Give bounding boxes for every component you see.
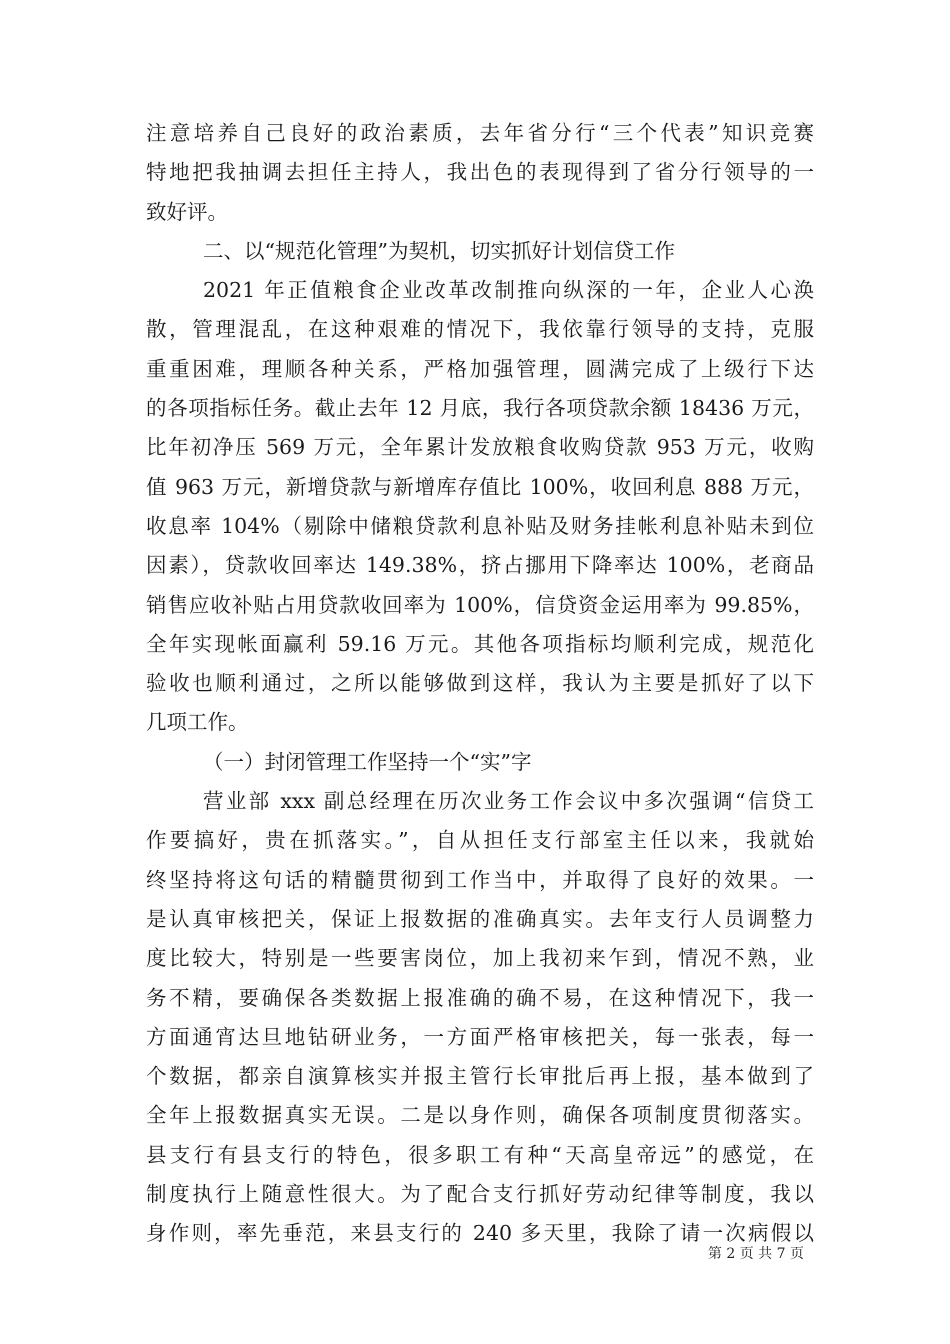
- text-line: 比年初净压 569 万元，全年累计发放粮食收购贷款 953 万元，收购: [146, 435, 814, 460]
- text-line: 收息率 104%（剔除中储粮贷款利息补贴及财务挂帐利息补贴未到位: [146, 513, 814, 538]
- text-line: 二、以“规范化管理”为契机，切实抓好计划信贷工作: [203, 238, 675, 263]
- text-line: 县支行有县支行的特色，很多职工有种“天高皇帝远”的感觉，在: [146, 1142, 814, 1167]
- text-line: 作要搞好，贵在抓落实。”，自从担任支行部室主任以来，我就始: [146, 828, 814, 853]
- text-line: 验收也顺利通过，之所以能够做到这样，我认为主要是抓好了以下: [146, 671, 814, 696]
- text-line: 身作则，率先垂范，来县支行的 240 多天里，我除了请一次病假以: [146, 1221, 814, 1246]
- text-line: 几项工作。: [146, 710, 249, 735]
- text-line: 散，管理混乱，在这种艰难的情况下，我依靠行领导的支持，克服: [146, 317, 814, 342]
- text-line: 营业部 xxx 副总经理在历次业务工作会议中多次强调“信贷工: [203, 789, 814, 814]
- text-line: 全年上报数据真实无误。二是以身作则，确保各项制度贯彻落实。: [146, 1103, 814, 1128]
- text-line: 重重困难，理顺各种关系，严格加强管理，圆满完成了上级行下达: [146, 356, 814, 381]
- text-line: 个数据，都亲自演算核实并报主管行长审批后再上报，基本做到了: [146, 1064, 814, 1089]
- page-number: 第 2 页 共 7 页: [707, 1246, 804, 1262]
- text-line: （一）封闭管理工作坚持一个“实”字: [203, 749, 532, 774]
- text-line: 度比较大，特别是一些要害岗位，加上我初来乍到，情况不熟，业: [146, 946, 814, 971]
- text-line: 致好评。: [146, 199, 228, 224]
- text-line: 终坚持将这句话的精髓贯彻到工作当中，并取得了良好的效果。一: [146, 867, 814, 892]
- text-line: 注意培养自己良好的政治素质，去年省分行“三个代表”知识竞赛: [146, 121, 814, 145]
- text-line: 制度执行上随意性很大。为了配合支行抓好劳动纪律等制度，我以: [146, 1182, 814, 1207]
- text-line: 因素），贷款收回率达 149.38%，挤占挪用下降率达 100%，老商品: [146, 553, 814, 578]
- text-line: 是认真审核把关，保证上报数据的准确真实。去年支行人员调整力: [146, 906, 814, 931]
- document-body: [146, 114, 814, 1254]
- text-line: 全年实现帐面赢利 59.16 万元。其他各项指标均顺利完成，规范化: [146, 631, 814, 656]
- text-line: 务不精，要确保各类数据上报准确的确不易，在这种情况下，我一: [146, 985, 814, 1010]
- text-line: 特地把我抽调去担任主持人，我出色的表现得到了省分行领导的一: [146, 160, 814, 185]
- text-line: 销售应收补贴占用贷款收回率为 100%，信贷资金运用率为 99.85%，: [146, 592, 814, 617]
- text-line: 方面通宵达旦地钻研业务，一方面严格审核把关，每一张表，每一: [146, 1024, 814, 1049]
- text-line: 的各项指标任务。截止去年 12 月底，我行各项贷款余额 18436 万元，: [146, 396, 814, 421]
- text-line: 2021 年正值粮食企业改革改制推向纵深的一年，企业人心涣: [203, 278, 814, 303]
- text-line: 值 963 万元，新增贷款与新增库存值比 100%，收回利息 888 万元，: [146, 474, 814, 499]
